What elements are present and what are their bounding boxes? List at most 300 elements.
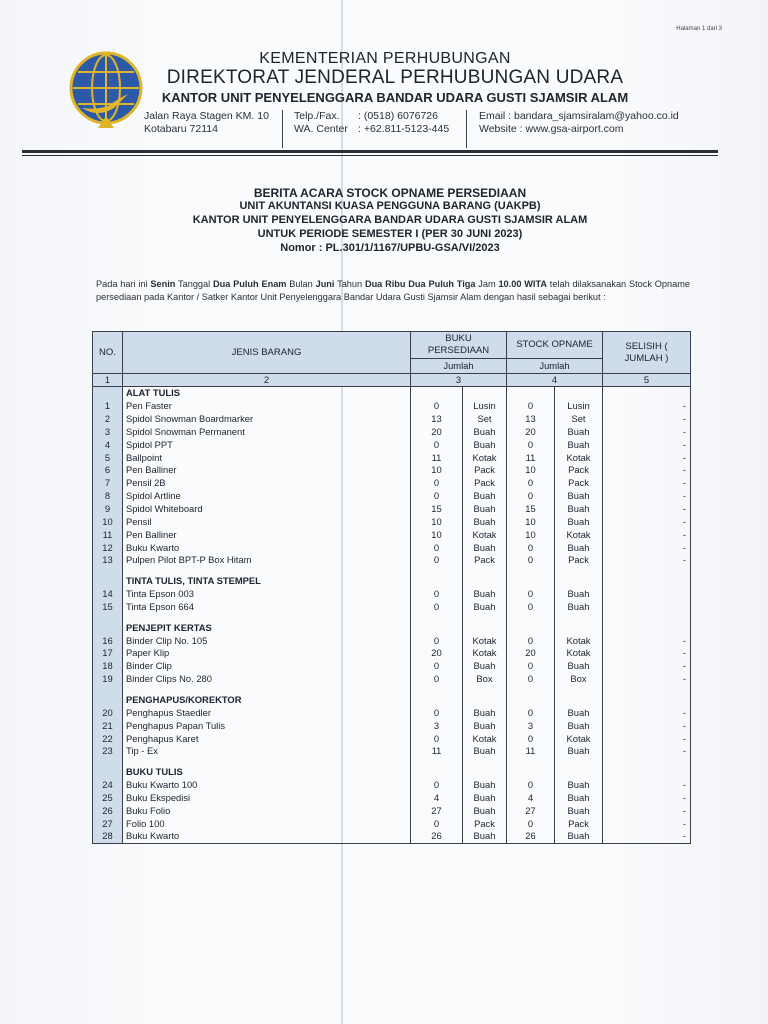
difference: - <box>603 515 691 528</box>
category-empty-cell <box>603 694 691 707</box>
header-divider <box>282 110 283 148</box>
stock-unit: Buah <box>555 541 603 554</box>
document-unit: UNIT AKUNTANSI KUASA PENGGUNA BARANG (UAKPB) <box>239 200 541 212</box>
book-unit: Buah <box>463 515 507 528</box>
table-row <box>93 503 691 516</box>
stock-unit: Set <box>555 413 603 426</box>
book-qty: 0 <box>411 601 463 614</box>
table-row <box>93 673 691 686</box>
stock-qty: 0 <box>507 438 555 451</box>
category-empty-cell <box>603 621 691 634</box>
spacer-cell <box>555 567 603 575</box>
stock-unit: Kotak <box>555 647 603 660</box>
stock-qty: 0 <box>507 601 555 614</box>
stock-unit: Buah <box>555 719 603 732</box>
category-row <box>93 621 691 634</box>
table-row <box>93 634 691 647</box>
category-empty-cell <box>463 575 507 588</box>
difference: - <box>603 413 691 426</box>
table-row <box>93 426 691 439</box>
book-qty: 15 <box>411 503 463 516</box>
difference: - <box>603 647 691 660</box>
row-number: 24 <box>93 779 123 792</box>
book-unit: Buah <box>463 601 507 614</box>
row-number: 9 <box>93 503 123 516</box>
difference: - <box>603 528 691 541</box>
item-name: Penghapus Staedler <box>123 706 411 719</box>
table-row <box>93 554 691 567</box>
table-row <box>93 830 691 843</box>
spacer-cell <box>555 613 603 621</box>
category-empty-cell <box>507 621 555 634</box>
category-empty-cell <box>507 766 555 779</box>
ministry-logo-icon <box>68 50 144 130</box>
category-label: PENGHAPUS/KOREKTOR <box>123 694 411 707</box>
difference: - <box>603 706 691 719</box>
difference: - <box>603 719 691 732</box>
difference <box>603 588 691 601</box>
book-qty: 27 <box>411 804 463 817</box>
row-number: 5 <box>93 451 123 464</box>
book-qty: 0 <box>411 817 463 830</box>
ministry-name: KEMENTERIAN PERHUBUNGAN <box>259 50 511 67</box>
stock-unit: Kotak <box>555 451 603 464</box>
category-empty-cell <box>555 621 603 634</box>
book-unit: Buah <box>463 791 507 804</box>
row-number: 18 <box>93 660 123 673</box>
book-unit: Kotak <box>463 647 507 660</box>
difference: - <box>603 634 691 647</box>
book-unit: Buah <box>463 706 507 719</box>
row-number: 19 <box>93 673 123 686</box>
stock-qty: 10 <box>507 515 555 528</box>
stock-qty: 0 <box>507 634 555 647</box>
category-empty-cell <box>507 387 555 400</box>
category-no-cell <box>93 575 123 588</box>
book-unit: Box <box>463 673 507 686</box>
spacer-cell <box>123 686 411 694</box>
spacer-row <box>93 758 691 766</box>
book-unit: Buah <box>463 660 507 673</box>
category-empty-cell <box>603 387 691 400</box>
difference: - <box>603 791 691 804</box>
category-empty-cell <box>507 575 555 588</box>
spacer-cell <box>93 758 123 766</box>
column-index: 1 <box>93 374 123 387</box>
document-title: BERITA ACARA STOCK OPNAME PERSEDIAAN <box>253 186 527 200</box>
item-name: Spidol Snowman Permanent <box>123 426 411 439</box>
book-qty: 0 <box>411 732 463 745</box>
book-unit: Buah <box>463 426 507 439</box>
book-unit: Buah <box>463 503 507 516</box>
header-no: NO. <box>93 332 123 374</box>
item-name: Pensil 2B <box>123 477 411 490</box>
table-row <box>93 660 691 673</box>
book-qty: 0 <box>411 634 463 647</box>
category-empty-cell <box>411 621 463 634</box>
stock-unit: Kotak <box>555 732 603 745</box>
book-qty: 0 <box>411 673 463 686</box>
category-empty-cell <box>603 575 691 588</box>
difference: - <box>603 745 691 758</box>
stock-qty: 15 <box>507 503 555 516</box>
row-number: 12 <box>93 541 123 554</box>
header-stock: STOCK OPNAME <box>507 332 603 359</box>
book-qty: 4 <box>411 791 463 804</box>
table-row <box>93 588 691 601</box>
stock-unit: Buah <box>555 706 603 719</box>
row-number: 13 <box>93 554 123 567</box>
stock-qty: 20 <box>507 647 555 660</box>
item-name: Pulpen Pilot BPT-P Box Hitam <box>123 554 411 567</box>
address-line-1: Jalan Raya Stagen KM. 10 <box>144 110 269 122</box>
row-number: 27 <box>93 817 123 830</box>
column-index: 2 <box>123 374 411 387</box>
spacer-row <box>93 567 691 575</box>
book-qty: 20 <box>411 426 463 439</box>
item-name: Folio 100 <box>123 817 411 830</box>
address-block <box>144 110 269 136</box>
stock-qty: 27 <box>507 804 555 817</box>
book-unit: Set <box>463 413 507 426</box>
category-label: PENJEPIT KERTAS <box>123 621 411 634</box>
table-row <box>93 515 691 528</box>
stock-unit: Buah <box>555 515 603 528</box>
category-label: TINTA TULIS, TINTA STEMPEL <box>123 575 411 588</box>
stock-qty: 10 <box>507 528 555 541</box>
book-qty: 3 <box>411 719 463 732</box>
category-empty-cell <box>411 694 463 707</box>
difference: - <box>603 541 691 554</box>
column-index: 5 <box>603 374 691 387</box>
spacer-cell <box>123 758 411 766</box>
table-row <box>93 464 691 477</box>
category-empty-cell <box>555 575 603 588</box>
difference <box>603 601 691 614</box>
row-number: 10 <box>93 515 123 528</box>
item-name: Pen Balliner <box>123 464 411 477</box>
spacer-cell <box>123 567 411 575</box>
stock-qty: 0 <box>507 779 555 792</box>
spacer-cell <box>507 613 555 621</box>
difference: - <box>603 660 691 673</box>
book-unit: Buah <box>463 804 507 817</box>
row-number: 2 <box>93 413 123 426</box>
spacer-cell <box>603 567 691 575</box>
book-qty: 11 <box>411 451 463 464</box>
stock-qty: 0 <box>507 554 555 567</box>
row-number: 26 <box>93 804 123 817</box>
table-row <box>93 490 691 503</box>
book-unit: Kotak <box>463 528 507 541</box>
intro-paragraph: Pada hari ini Senin Tanggal Dua Puluh Enam Bulan Juni Tahun Dua Ribu Dua Puluh Tiga Jam 10.00 WITA telah dilaksanakan Stock Opname persediaan pada Kantor / Satker Kantor Unit Penyelenggara Bandar Udara Gusti Sjamsir Alam dengan hasil sebagai berikut : <box>96 279 690 302</box>
stock-qty: 0 <box>507 400 555 413</box>
row-number: 14 <box>93 588 123 601</box>
stock-qty: 11 <box>507 745 555 758</box>
stock-qty: 26 <box>507 830 555 843</box>
header-diff: SELISIH ( JUMLAH ) <box>603 332 691 374</box>
item-name: Buku Kwarto <box>123 541 411 554</box>
book-unit: Buah <box>463 779 507 792</box>
stock-qty: 0 <box>507 477 555 490</box>
item-name: Penghapus Karet <box>123 732 411 745</box>
table-row <box>93 400 691 413</box>
book-unit: Pack <box>463 477 507 490</box>
contact-values <box>358 110 449 136</box>
spacer-cell <box>507 758 555 766</box>
stock-unit: Kotak <box>555 634 603 647</box>
table-row <box>93 451 691 464</box>
item-name: Spidol Snowman Boardmarker <box>123 413 411 426</box>
item-name: Spidol Whiteboard <box>123 503 411 516</box>
book-qty: 0 <box>411 490 463 503</box>
item-name: Tip - Ex <box>123 745 411 758</box>
stock-unit: Lusin <box>555 400 603 413</box>
row-number: 6 <box>93 464 123 477</box>
header-rule <box>22 155 718 156</box>
row-number: 21 <box>93 719 123 732</box>
header-divider <box>466 110 467 148</box>
book-qty: 0 <box>411 400 463 413</box>
stock-qty: 10 <box>507 464 555 477</box>
stock-qty: 0 <box>507 732 555 745</box>
book-qty: 0 <box>411 477 463 490</box>
document-period: UNTUK PERIODE SEMESTER I (PER 30 JUNI 2023) <box>257 228 523 240</box>
stock-opname-table <box>92 331 691 844</box>
page-number: Halaman 1 dari 3 <box>676 26 722 32</box>
book-unit: Pack <box>463 464 507 477</box>
spacer-cell <box>411 686 463 694</box>
difference: - <box>603 673 691 686</box>
category-no-cell <box>93 621 123 634</box>
stock-unit: Buah <box>555 660 603 673</box>
category-empty-cell <box>507 694 555 707</box>
spacer-cell <box>463 567 507 575</box>
header-book-qty: Jumlah <box>411 359 507 374</box>
table-row <box>93 791 691 804</box>
spacer-cell <box>463 758 507 766</box>
stock-unit: Buah <box>555 490 603 503</box>
table-row <box>93 438 691 451</box>
category-empty-cell <box>603 766 691 779</box>
online-contact <box>479 110 679 136</box>
spacer-cell <box>603 686 691 694</box>
book-unit: Buah <box>463 830 507 843</box>
table-row <box>93 528 691 541</box>
stock-unit: Buah <box>555 503 603 516</box>
stock-qty: 0 <box>507 490 555 503</box>
book-unit: Buah <box>463 541 507 554</box>
category-row <box>93 575 691 588</box>
item-name: Pen Balliner <box>123 528 411 541</box>
category-empty-cell <box>555 694 603 707</box>
item-name: Buku Kwarto 100 <box>123 779 411 792</box>
category-empty-cell <box>555 387 603 400</box>
item-name: Buku Kwarto <box>123 830 411 843</box>
table-row <box>93 647 691 660</box>
category-empty-cell <box>555 766 603 779</box>
spacer-cell <box>463 686 507 694</box>
stock-unit: Buah <box>555 588 603 601</box>
stock-unit: Buah <box>555 745 603 758</box>
item-name: Buku Ekspedisi <box>123 791 411 804</box>
header-rule <box>22 150 718 153</box>
book-qty: 0 <box>411 541 463 554</box>
category-empty-cell <box>463 621 507 634</box>
item-name: Ballpoint <box>123 451 411 464</box>
address-line-2: Kotabaru 72114 <box>144 123 218 135</box>
stock-qty: 0 <box>507 673 555 686</box>
difference: - <box>603 426 691 439</box>
stock-qty: 0 <box>507 817 555 830</box>
category-empty-cell <box>411 575 463 588</box>
table-row <box>93 719 691 732</box>
row-number: 7 <box>93 477 123 490</box>
item-name: Penghapus Papan Tulis <box>123 719 411 732</box>
spacer-cell <box>555 686 603 694</box>
book-qty: 0 <box>411 706 463 719</box>
row-number: 11 <box>93 528 123 541</box>
table-row <box>93 706 691 719</box>
spacer-cell <box>93 613 123 621</box>
stock-qty: 11 <box>507 451 555 464</box>
column-index: 4 <box>507 374 603 387</box>
table-row <box>93 477 691 490</box>
category-empty-cell <box>411 766 463 779</box>
stock-unit: Box <box>555 673 603 686</box>
book-qty: 13 <box>411 413 463 426</box>
category-empty-cell <box>463 766 507 779</box>
book-qty: 10 <box>411 515 463 528</box>
stock-unit: Buah <box>555 804 603 817</box>
table-row <box>93 541 691 554</box>
item-name: Binder Clip No. 105 <box>123 634 411 647</box>
stock-qty: 0 <box>507 588 555 601</box>
book-qty: 0 <box>411 438 463 451</box>
table-row <box>93 413 691 426</box>
stock-unit: Pack <box>555 554 603 567</box>
spacer-cell <box>507 567 555 575</box>
book-qty: 20 <box>411 647 463 660</box>
book-unit: Kotak <box>463 634 507 647</box>
book-qty: 10 <box>411 464 463 477</box>
spacer-cell <box>123 613 411 621</box>
table-row <box>93 779 691 792</box>
category-row <box>93 387 691 400</box>
row-number: 15 <box>93 601 123 614</box>
book-unit: Pack <box>463 554 507 567</box>
stock-unit: Buah <box>555 438 603 451</box>
book-unit: Buah <box>463 719 507 732</box>
book-unit: Buah <box>463 438 507 451</box>
book-unit: Buah <box>463 588 507 601</box>
book-unit: Kotak <box>463 451 507 464</box>
wa-label: WA. Center <box>294 123 348 135</box>
stock-qty: 4 <box>507 791 555 804</box>
document-number: Nomor : PL.301/1/1167/UPBU-GSA/VI/2023 <box>280 242 500 254</box>
item-name: Buku Folio <box>123 804 411 817</box>
item-name: Binder Clips No. 280 <box>123 673 411 686</box>
item-name: Tinta Epson 664 <box>123 601 411 614</box>
item-name: Tinta Epson 003 <box>123 588 411 601</box>
difference: - <box>603 804 691 817</box>
spacer-cell <box>603 758 691 766</box>
category-no-cell <box>93 387 123 400</box>
table-row <box>93 745 691 758</box>
stock-unit: Kotak <box>555 528 603 541</box>
difference: - <box>603 477 691 490</box>
header-stock-qty: Jumlah <box>507 359 603 374</box>
header-item: JENIS BARANG <box>123 332 411 374</box>
website-text: Website : www.gsa-airport.com <box>479 123 624 135</box>
contact-labels <box>294 110 348 136</box>
tel-label: Telp./Fax. <box>294 110 340 122</box>
document-office: KANTOR UNIT PENYELENGGARA BANDAR UDARA GUSTI SJAMSIR ALAM <box>192 214 588 226</box>
row-number: 1 <box>93 400 123 413</box>
book-qty: 0 <box>411 554 463 567</box>
book-qty: 0 <box>411 779 463 792</box>
difference: - <box>603 438 691 451</box>
table-row <box>93 601 691 614</box>
category-label: ALAT TULIS <box>123 387 411 400</box>
stock-unit: Pack <box>555 817 603 830</box>
book-unit: Buah <box>463 490 507 503</box>
book-qty: 26 <box>411 830 463 843</box>
spacer-cell <box>507 686 555 694</box>
stock-unit: Buah <box>555 791 603 804</box>
office-name: KANTOR UNIT PENYELENGGARA BANDAR UDARA GUSTI SJAMSIR ALAM <box>161 90 629 105</box>
spacer-row <box>93 686 691 694</box>
category-empty-cell <box>463 387 507 400</box>
directorate-name: DIREKTORAT JENDERAL PERHUBUNGAN UDARA <box>166 67 624 88</box>
difference: - <box>603 503 691 516</box>
book-unit: Lusin <box>463 400 507 413</box>
spacer-cell <box>555 758 603 766</box>
item-name: Spidol PPT <box>123 438 411 451</box>
row-number: 20 <box>93 706 123 719</box>
table-row <box>93 817 691 830</box>
spacer-cell <box>411 613 463 621</box>
table-body <box>93 387 691 844</box>
column-index: 3 <box>411 374 507 387</box>
book-qty: 11 <box>411 745 463 758</box>
table-row <box>93 732 691 745</box>
stock-qty: 13 <box>507 413 555 426</box>
difference: - <box>603 779 691 792</box>
spacer-cell <box>93 686 123 694</box>
category-no-cell <box>93 766 123 779</box>
row-number: 23 <box>93 745 123 758</box>
item-name: Binder Clip <box>123 660 411 673</box>
row-number: 8 <box>93 490 123 503</box>
row-number: 28 <box>93 830 123 843</box>
wa-value: : +62.811-5123-445 <box>358 123 450 135</box>
stock-qty: 3 <box>507 719 555 732</box>
category-row <box>93 766 691 779</box>
spacer-cell <box>411 758 463 766</box>
table-row <box>93 804 691 817</box>
spacer-cell <box>411 567 463 575</box>
row-number: 3 <box>93 426 123 439</box>
spacer-cell <box>603 613 691 621</box>
spacer-row <box>93 613 691 621</box>
difference: - <box>603 554 691 567</box>
stock-qty: 0 <box>507 660 555 673</box>
stock-unit: Pack <box>555 464 603 477</box>
email-text: Email : bandara_sjamsiralam@yahoo.co.id <box>479 110 679 122</box>
stock-unit: Buah <box>555 601 603 614</box>
item-name: Pen Faster <box>123 400 411 413</box>
